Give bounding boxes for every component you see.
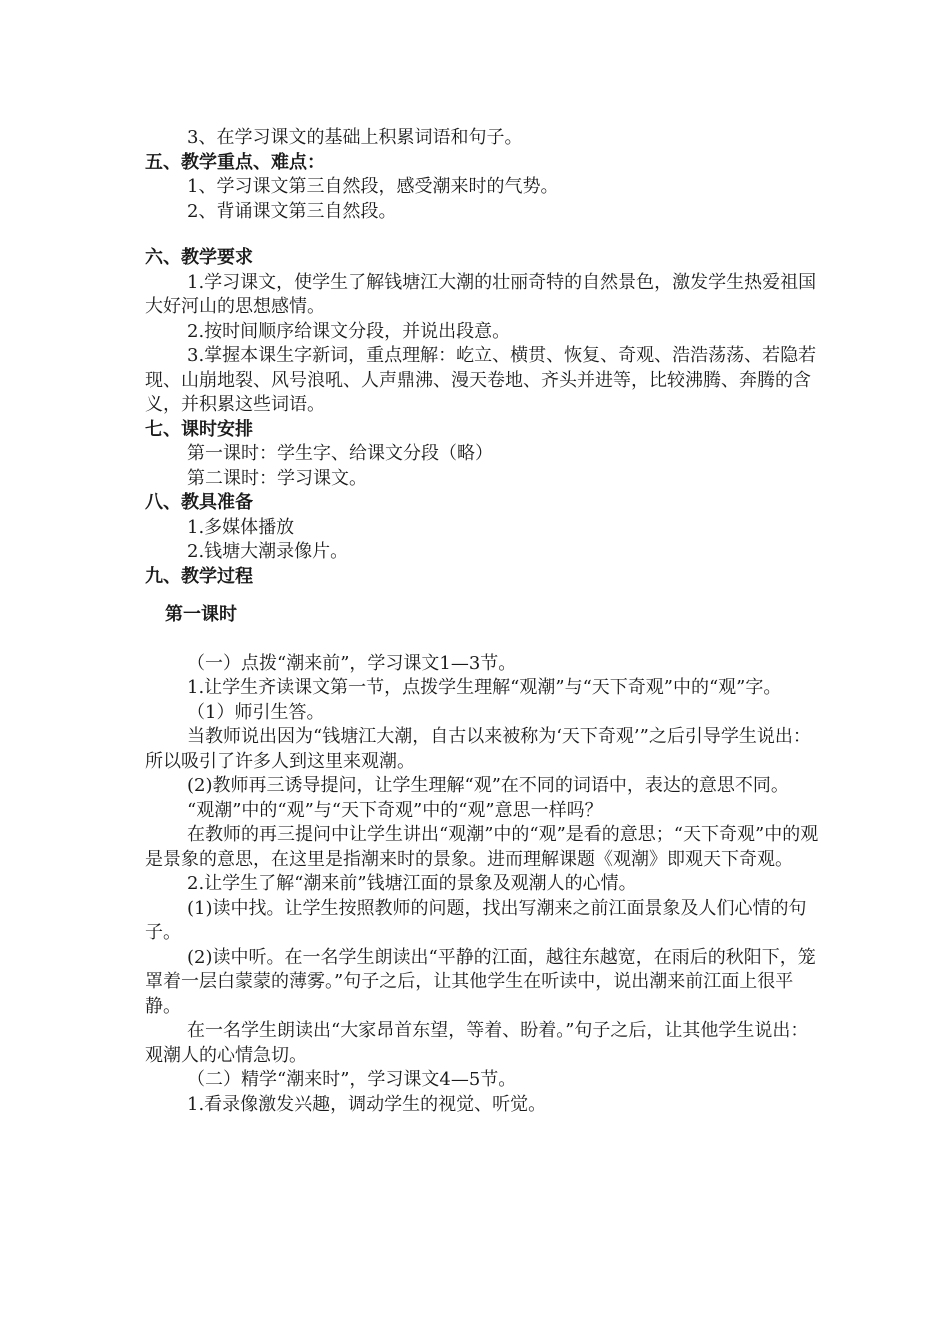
paragraph: 当教师说出因为“钱塘江大潮，自古以来被称为‘天下奇观’”之后引导学生说出：所以吸引了许多人到这里来观潮。 xyxy=(145,726,811,772)
section-heading: 五、教学重点、难点： xyxy=(145,151,325,173)
paragraph: 在教师的再三提问中让学生讲出“观潮”中的“观”是看的意思；“天下奇观”中的观是景象的意思，在这里是指潮来时的景象。进而理解课题《观潮》即观天下奇观。 xyxy=(145,824,819,870)
paragraph: 在一名学生朗读出“大家昂首东望，等着、盼着。”句子之后，让其他学生说出：观潮人的心情急切。 xyxy=(145,1020,809,1066)
paragraph: 1.多媒体播放 xyxy=(187,516,295,538)
paragraph: 第一课时：学生字、给课文分段（略） xyxy=(187,443,493,464)
paragraph: 1.让学生齐读课文第一节，点拨学生理解“观潮”与“天下奇观”中的“观”字。 xyxy=(187,677,782,698)
paragraph: （一）点拨“潮来前”，学习课文1—3节。 xyxy=(187,652,517,674)
section-heading: 七、课时安排 xyxy=(145,418,253,440)
paragraph: 3、在学习课文的基础上积累词语和句子。 xyxy=(187,127,523,148)
paragraph: 第二课时：学习课文。 xyxy=(187,467,367,489)
paragraph: 3.掌握本课生字新词，重点理解：屹立、横贯、恢复、奇观、浩浩荡荡、若隐若现、山崩地裂、风号浪吼、人声鼎沸、漫天卷地、齐头并进等，比较沸腾、奔腾的含义，并积累这些词语。 xyxy=(145,345,817,415)
paragraph: “观潮”中的“观”与“天下奇观”中的“观”意思一样吗？ xyxy=(187,799,603,821)
paragraph: (2)教师再三诱导提问，让学生理解“观”在不同的词语中，表达的意思不同。 xyxy=(187,775,789,796)
section-heading: 九、教学过程 xyxy=(145,565,253,587)
section-heading: 六、教学要求 xyxy=(145,247,253,268)
spacer xyxy=(145,224,820,246)
paragraph: 2.让学生了解“潮来前”钱塘江面的景象及观潮人的心情。 xyxy=(187,873,637,894)
section-heading: 八、教具准备 xyxy=(145,492,253,513)
paragraph: （二）精学“潮来时”，学习课文4—5节。 xyxy=(187,1069,517,1090)
paragraph: (1)读中找。让学生按照教师的问题，找出写潮来之前江面景象及人们心情的句子。 xyxy=(145,897,807,943)
document-body xyxy=(145,126,820,1117)
paragraph: (2)读中听。在一名学生朗读出“平静的江面，越往东越宽，在雨后的秋阳下，笼罩着一层白蒙蒙的薄雾。”句子之后，让其他学生在听读中，说出潮来前江面上很平静。 xyxy=(145,946,816,1017)
paragraph: 2.按时间顺序给课文分段，并说出段意。 xyxy=(187,320,511,342)
paragraph: 2.钱塘大潮录像片。 xyxy=(187,541,349,562)
paragraph: 1、学习课文第三自然段，感受潮来时的气势。 xyxy=(187,176,559,197)
paragraph: 1.学习课文，使学生了解钱塘江大潮的壮丽奇特的自然景色，激发学生热爱祖国大好河山的思想感情。 xyxy=(145,271,817,317)
subsection-heading: 第一课时 xyxy=(165,604,237,625)
paragraph: 2、背诵课文第三自然段。 xyxy=(187,200,397,222)
paragraph: （1）师引生答。 xyxy=(187,701,325,723)
paragraph: 1.看录像激发兴趣，调动学生的视觉、听觉。 xyxy=(187,1093,547,1115)
